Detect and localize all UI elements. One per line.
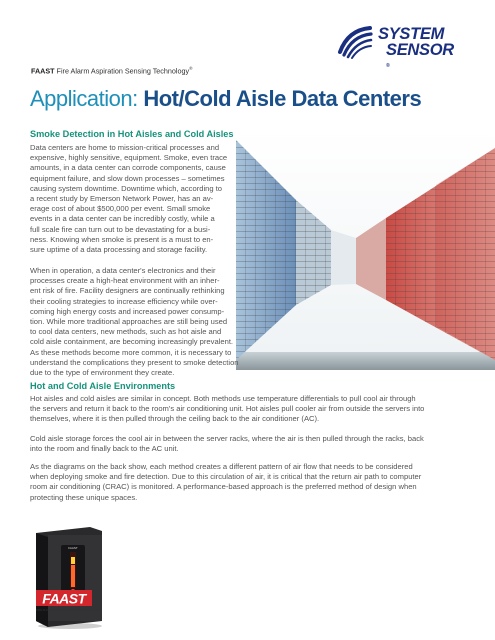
text-line: As the diagrams on the back show, each method creates a different pattern of air flow that needs to be considered [30,462,413,471]
server-aisle-photo [236,130,495,370]
text-line: to cool data centers, new methods, such as hot aisle and [30,327,222,337]
text-line: when deploying smoke and fire detection. Due to this circulation of air, it is critical that the return air path to computer [30,472,422,482]
brand-registered-mark: ® [386,63,390,69]
text-line: understand the complications they present to smoke detection [30,357,239,367]
text-line: amounts, in a data center can corrode components, cause [30,163,226,173]
text-line: Data centers are home to mission-critical processes and [30,143,220,152]
page-title [30,86,421,112]
paragraph-mission-critical [30,143,227,255]
brand-line-2: SENSOR [386,41,454,59]
paragraph-cold-aisle [30,434,424,454]
text-line: ent risk of fire. Facility designers are continually rethinking [30,286,225,296]
text-line: erage cost of about $500,000 per event. Small smoke [30,204,211,214]
text-line: protecting these unique spaces. [30,492,138,502]
system-sensor-logo-mark-icon [336,22,374,60]
text-line: themselves, where it is then pulled through the ceiling back to the air conditioner (AC). [30,414,320,424]
text-line: their cooling strategies to increase efficiency while over- [30,296,218,306]
text-line: Hot aisles and cold aisles are similar in concept. Both methods use temperature differentials to pull cool air through [30,394,416,403]
registered-mark: ® [189,66,193,71]
product-tagline [31,66,192,75]
text-line: the servers and return it back to the room's air conditioning unit. Hot aisles pull cooler air from outside the servers into [30,404,425,414]
text-line: due to the type of environment they create. [30,368,175,378]
product-name: FAAST [31,66,55,76]
brand-line-1: SYSTEM [378,25,445,43]
text-line: a recent study by Emerson Network Power, has an av- [30,194,214,204]
text-line: cold aisle containment, are becoming increasingly prevalent. [30,337,234,347]
text-line: As these methods become more common, it is necessary to [30,347,232,357]
product-descriptor: Fire Alarm Aspiration Sensing Technology [54,66,190,76]
text-line: equipment failure, and slow down processes – sometimes [30,173,225,183]
text-line: events in a data center can be incredibly costly, while a [30,214,215,224]
system-sensor-wordmark [378,26,454,74]
text-line: causing system downtime. Downtime which, according to [30,183,223,193]
text-line: processes create a high-heat environment with an inher- [30,276,220,286]
paragraph-aisle-concept [30,394,424,425]
text-line: tion. While more traditional approaches are still being used [30,317,228,327]
text-line: into the room and finally back to the AC unit. [30,444,179,454]
text-line: Cold aisle storage forces the cool air in between the server racks, where the air is then pulled through the racks, back [30,434,424,443]
device-label: FAAST [68,546,78,550]
text-line: ness. Knowing when smoke is present is a must to en- [30,234,214,244]
faast-logo-mark-icon [36,590,102,612]
faast-logo-text: FAAST [42,590,86,607]
faast-logo [36,590,102,617]
text-line: room air conditioning (CRAC) is monitored. A performance-based approach is the preferred method of design when [30,482,417,492]
title-main: Hot/Cold Aisle Data Centers [143,86,422,111]
text-line: expensive, highly sensitive, equipment. Smoke, even trace [30,153,228,163]
faast-logo-subtext: FIRE ALARM ASPIRATION SENSING TECHNOLOGY [36,609,102,612]
text-line: sure uptime of a data processing and storage facility. [30,245,208,255]
title-prefix: Application: [30,86,144,111]
text-line: full scale fire can turn out to be devastating for a busi- [30,224,211,234]
paragraph-air-flow [30,462,421,503]
section-heading-aisle-environments: Hot and Cold Aisle Environments [30,381,176,391]
text-line: coming high energy costs and increased power consump- [30,306,225,316]
text-line: When in operation, a data center's electronics and their [30,266,216,275]
paragraph-high-heat [30,266,239,378]
section-heading-smoke-detection: Smoke Detection in Hot Aisles and Cold Aisles [30,129,234,139]
